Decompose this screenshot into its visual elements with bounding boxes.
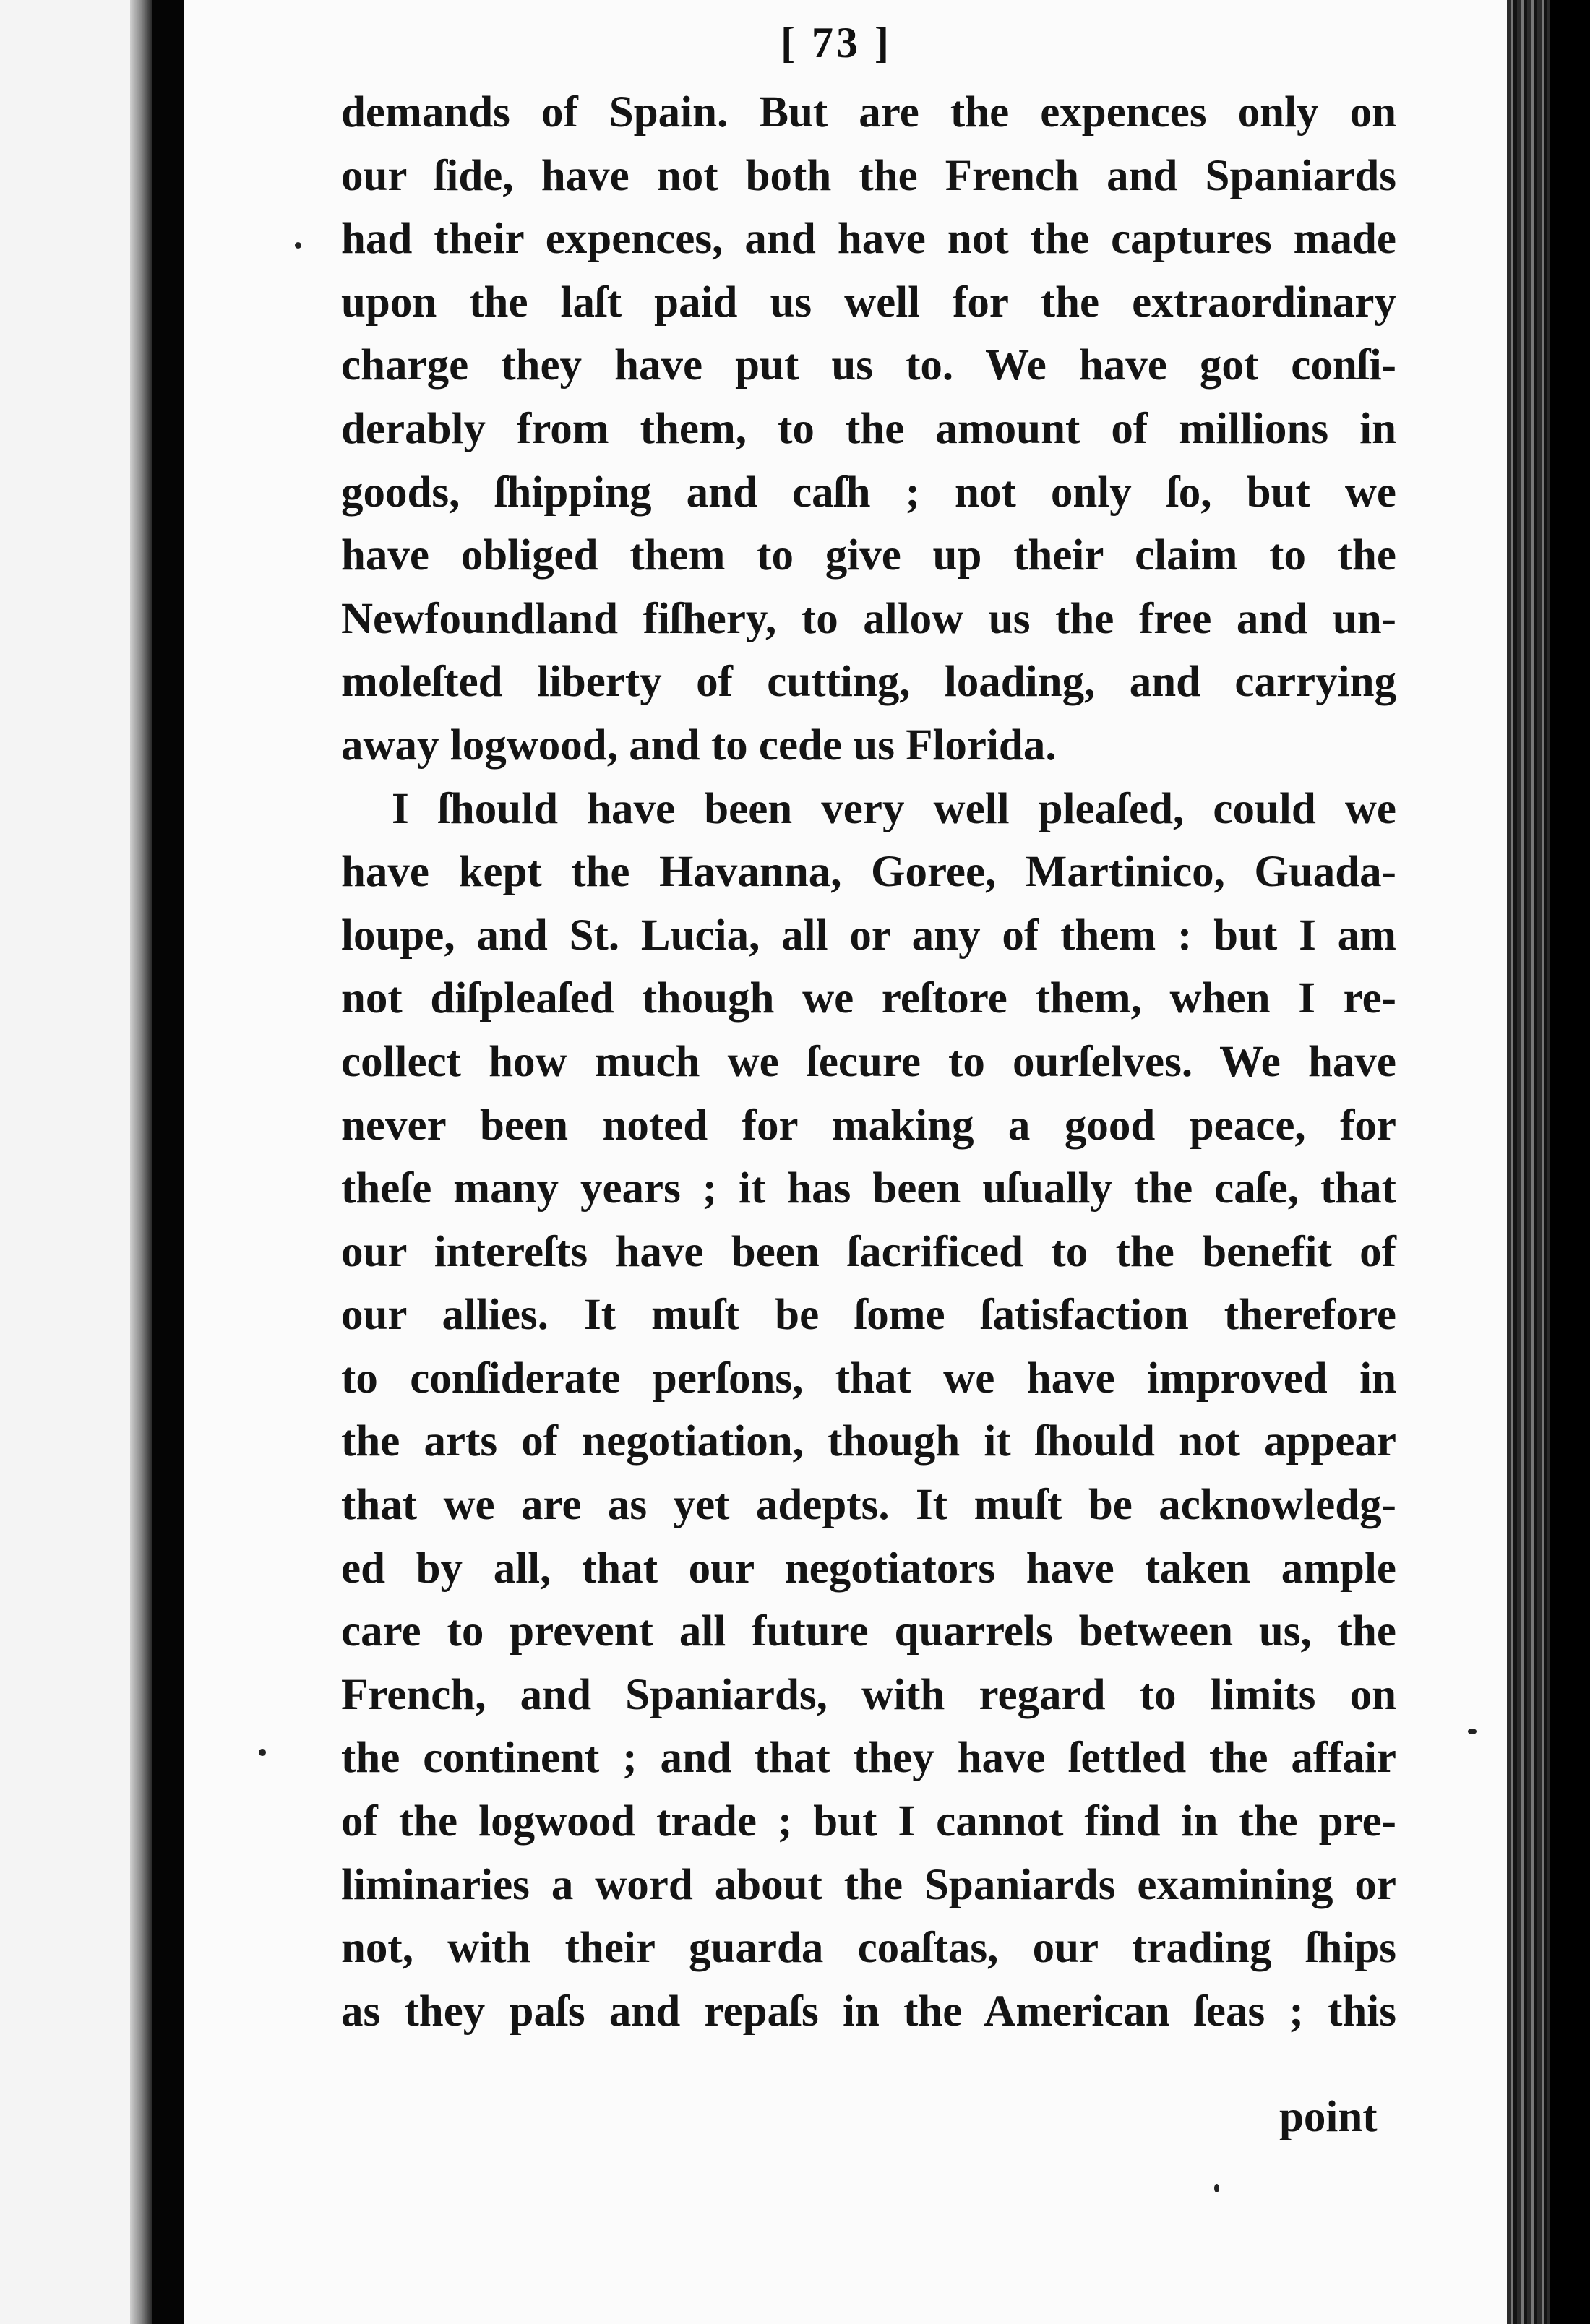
text-line: upon the laſt paid us well for the extraordinary xyxy=(341,277,1396,327)
text-line: theſe many years ; it has been uſually the caſe, that xyxy=(341,1164,1396,1213)
text-line: as they paſs and repaſs in the American ſeas ; this xyxy=(341,1987,1396,2036)
ink-speck xyxy=(259,1749,266,1756)
text-line: never been noted for making a good peace, for xyxy=(341,1101,1396,1150)
facing-page-edge xyxy=(0,0,152,2324)
text-line: of the logwood trade ; but I cannot find in the pre- xyxy=(341,1797,1396,1846)
text-line: Newfoundland fiſhery, to allow us the free and un- xyxy=(341,594,1396,643)
facing-page-shadow xyxy=(130,0,152,2324)
text-line: care to prevent all future quarrels between us, the xyxy=(341,1607,1396,1656)
text-line: have kept the Havanna, Goree, Martinico, Guada- xyxy=(341,848,1396,897)
text-line: away logwood, and to cede us Florida. xyxy=(341,720,1057,770)
text-line: that we are as yet adepts. It muſt be acknowledg- xyxy=(341,1481,1396,1530)
text-line: had their expences, and have not the captures made xyxy=(341,215,1396,264)
text-line: ed by all, that our negotiators have taken ample xyxy=(341,1544,1396,1593)
page-stack-edge xyxy=(1507,0,1550,2324)
text-line: our intereſts have been ſacrificed to the benefit of xyxy=(341,1227,1396,1276)
text-line: our ſide, have not both the French and Spaniards xyxy=(341,151,1396,200)
text-line: I ſhould have been very well pleaſed, could we xyxy=(392,784,1396,833)
text-line: have obliged them to give up their claim to the xyxy=(341,531,1396,580)
text-line: collect how much we ſecure to ourſelves. We have xyxy=(341,1037,1396,1086)
page-number: [ 73 ] xyxy=(781,19,892,66)
body-text xyxy=(341,81,1396,2043)
scan-border xyxy=(1550,0,1590,2324)
text-line: not, with their guarda coaſtas, our trading ſhips xyxy=(341,1924,1396,1973)
text-line: loupe, and St. Lucia, all or any of them : but I am xyxy=(341,911,1396,960)
text-line: to conſiderate perſons, that we have improved in xyxy=(341,1353,1396,1403)
text-line: not diſpleaſed though we reſtore them, when I re- xyxy=(341,974,1396,1023)
text-line: derably from them, to the amount of millions in xyxy=(341,404,1396,453)
text-line: the arts of negotiation, though it ſhould not appear xyxy=(341,1417,1396,1466)
text-line: goods, ſhipping and caſh ; not only ſo, but we xyxy=(341,468,1396,517)
book-gutter xyxy=(152,0,184,2324)
ink-speck xyxy=(295,242,301,249)
text-line: liminaries a word about the Spaniards examining or xyxy=(341,1860,1396,1909)
text-line: our allies. It muſt be ſome ſatisfaction therefore xyxy=(341,1291,1396,1340)
text-line: French, and Spaniards, with regard to limits on xyxy=(341,1670,1396,1719)
text-line: demands of Spain. But are the expences only on xyxy=(341,88,1396,137)
catchword: point xyxy=(1279,2093,1378,2141)
text-line: charge they have put us to. We have got conſi- xyxy=(341,341,1396,390)
ink-speck xyxy=(1214,2184,1219,2192)
text-line: moleſted liberty of cutting, loading, and carrying xyxy=(341,658,1396,707)
text-line: the continent ; and that they have ſettled the affair xyxy=(341,1734,1396,1783)
ink-speck xyxy=(1468,1729,1477,1734)
